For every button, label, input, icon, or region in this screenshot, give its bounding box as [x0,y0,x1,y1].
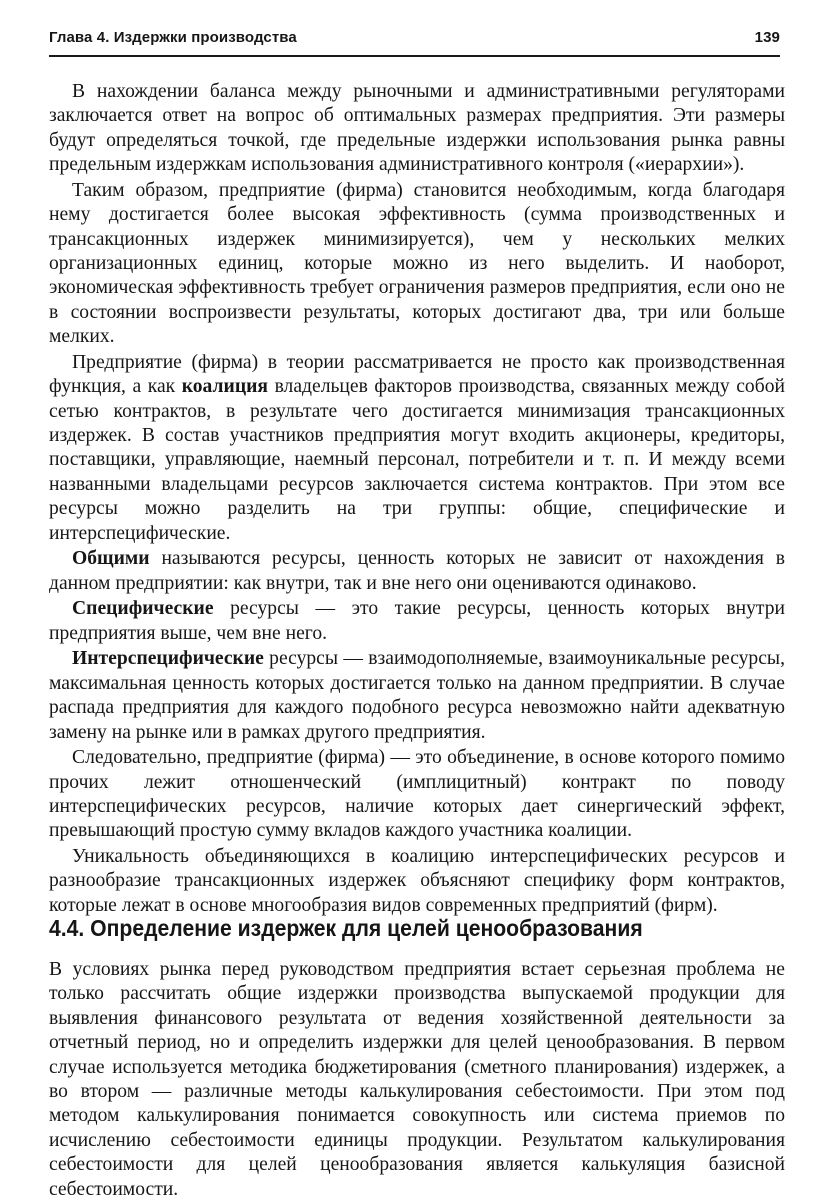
section-heading: 4.4. Определение издержек для целей ценообразования [49,915,643,941]
paragraph: Общими называются ресурсы, ценность которых не зависит от нахождения в данном предприятии: как внутри, так и вне него они оцениваются одинаково. [49,548,785,594]
term-interspecific: Интерспецифические [72,648,264,670]
paragraph: Предприятие (фирма) в теории рассматривается не просто как производственная функция, а как коалиция владельцев факторов производства, связанных между собой сетью контрактов, в результате чего достигается минимизация трансакционных издержек. В состав участников предприятия могут входить акционеры, кредиторы, поставщики, управляющие, наемный персонал, потребители и т. п. И между всеми названными владельцами ресурсов заключается система контрактов. При этом все ресурсы можно разделить на три группы: общие, специфические и интерспецифические. [49,351,785,544]
paragraph: Таким образом, предприятие (фирма) становится необходимым, когда благодаря нему достигается более высокая эффективность (сумма производственных и трансакционных издержек минимизируется), чем у нескольких мелких организационных единиц, которые можно из него выделить. И наоборот, экономическая эффективность требует ограничения размеров предприятия, если оно не в состоянии воспроизвести результаты, которых достигают два, три или больше мелких. [49,179,785,348]
paragraph: В условиях рынка перед руководством предприятия встает серьезная проблема не только рассчитать общие издержки производства выпускаемой продукции для выявления финансового результата от ведения хозяйственной деятельности за отчетный период, но и определить издержки для целей ценообразования. В первом случае используется методика бюджетирования (сметного планирования) издержек, а во втором — различные методы калькулирования себестоимости. При этом под методом калькулирования понимается совокупность или система приемов по исчислению себестоимости единицы продукции. Результатом калькулирования себестоимости для целей ценообразования является калькуляция базисной себестоимости. [49,959,785,1200]
paragraph: Специфические ресурсы — это такие ресурсы, ценность которых внутри предприятия выше, чем вне него. [49,598,785,644]
term-specific: Специфические [72,598,214,620]
paragraph: В нахождении баланса между рыночными и административными регуляторами заключается ответ на вопрос об оптимальных размерах предприятия. Эти размеры будут определяться точкой, где предельные издержки использования рынка равны предельным издержкам использования административного контроля («иерархии»). [49,81,785,176]
page-number: 139 [754,29,780,46]
term-coalition: коалиция [181,376,268,398]
paragraph: Уникальность объединяющихся в коалицию интерспецифических ресурсов и разнообразие трансакционных издержек объясняют специфику форм контрактов, которые лежат в основе многообразия видов современных предприятий (фирм). [49,845,785,916]
chapter-title: Глава 4. Издержки производства [49,29,297,46]
section-body [49,958,785,1202]
term-common: Общими [72,548,150,570]
paragraph: Следовательно, предприятие (фирма) — это объединение, в основе которого помимо прочих лежит отношенческий (имплицитный) контракт по поводу интерспецифических ресурсов, наличие которых дает синергический эффект, превышающий простую сумму вкладов каждого участника коалиции. [49,747,785,842]
running-header [49,29,780,57]
main-text [49,80,785,919]
paragraph: Интерспецифические ресурсы — взаимодополняемые, взаимоуникальные ресурсы, максимальная ценность которых достигается только на данном предприятии. В случае распада предприятия для каждого подобного ресурса невозможно найти адекватную замену на рынке или в рамках другого предприятия. [49,648,785,743]
